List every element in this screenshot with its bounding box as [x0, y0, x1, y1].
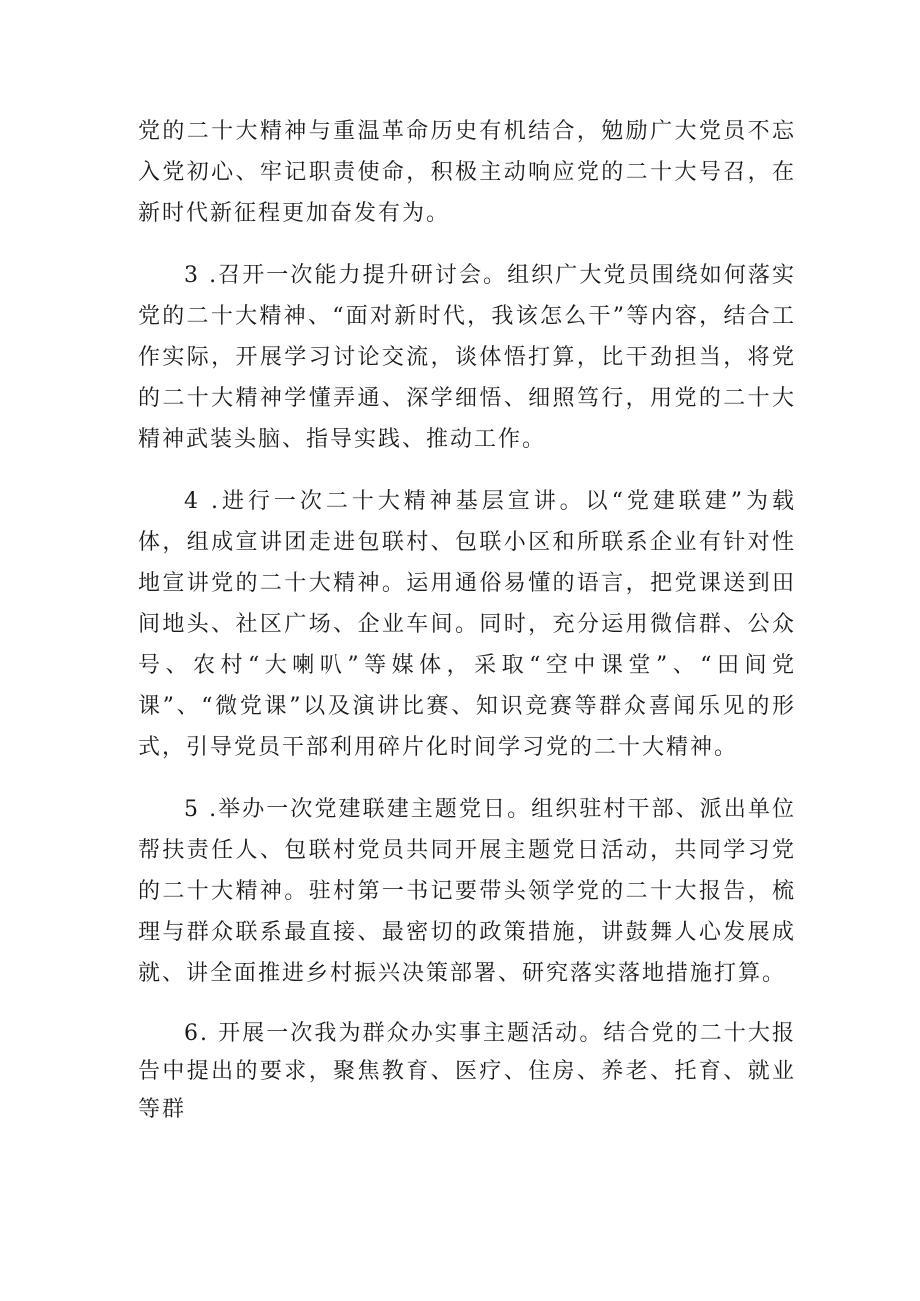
paragraph-item-5: 5 .举办一次党建联建主题党日。组织驻村干部、派出单位帮扶责任人、包联村党员共同开展主题党日活动，共同学习党的二十大精神。驻村第一书记要带头领学党的二十大报告，梳理与群众联系最直接、最密切的政策措施，讲鼓舞人心发展成就、讲全面推进乡村振兴决策部署、研究落实落地措施打算。 [138, 797, 796, 986]
paragraph-item-6: 6. 开展一次我为群众办实事主题活动。结合党的二十大报告中提出的要求，聚焦教育、医疗、住房、养老、托育、就业等群 [138, 1021, 796, 1122]
paragraph-item-4: 4 .进行一次二十大精神基层宣讲。以“党建联建”为载体，组成宣讲团走进包联村、包联小区和所联系企业有针对性地宣讲党的二十大精神。运用通俗易懂的语言，把党课送到田间地头、社区广场、企业车间。同时，充分运用微信群、公众号、农村“大喇叭”等媒体，采取“空中课堂”、“田间党课”、“微党课”以及演讲比赛、知识竞赛等群众喜闻乐见的形式，引导党员干部利用碎片化时间学习党的二十大精神。 [138, 489, 796, 760]
paragraph-continuation: 党的二十大精神与重温革命历史有机结合，勉励广大党员不忘入党初心、牢记职责使命，积极主动响应党的二十大号召，在新时代新征程更加奋发有为。 [138, 119, 796, 226]
document-body [138, 111, 796, 1129]
paragraph-item-3: 3 .召开一次能力提升研讨会。组织广大党员围绕如何落实党的二十大精神、“面对新时代，我该怎么干”等内容，结合工作实际，开展学习讨论交流，谈体悟打算，比干劲担当，将党的二十大精神学懂弄通、深学细悟、细照笃行，用党的二十大精神武装头脑、指导实践、推动工作。 [138, 263, 796, 452]
